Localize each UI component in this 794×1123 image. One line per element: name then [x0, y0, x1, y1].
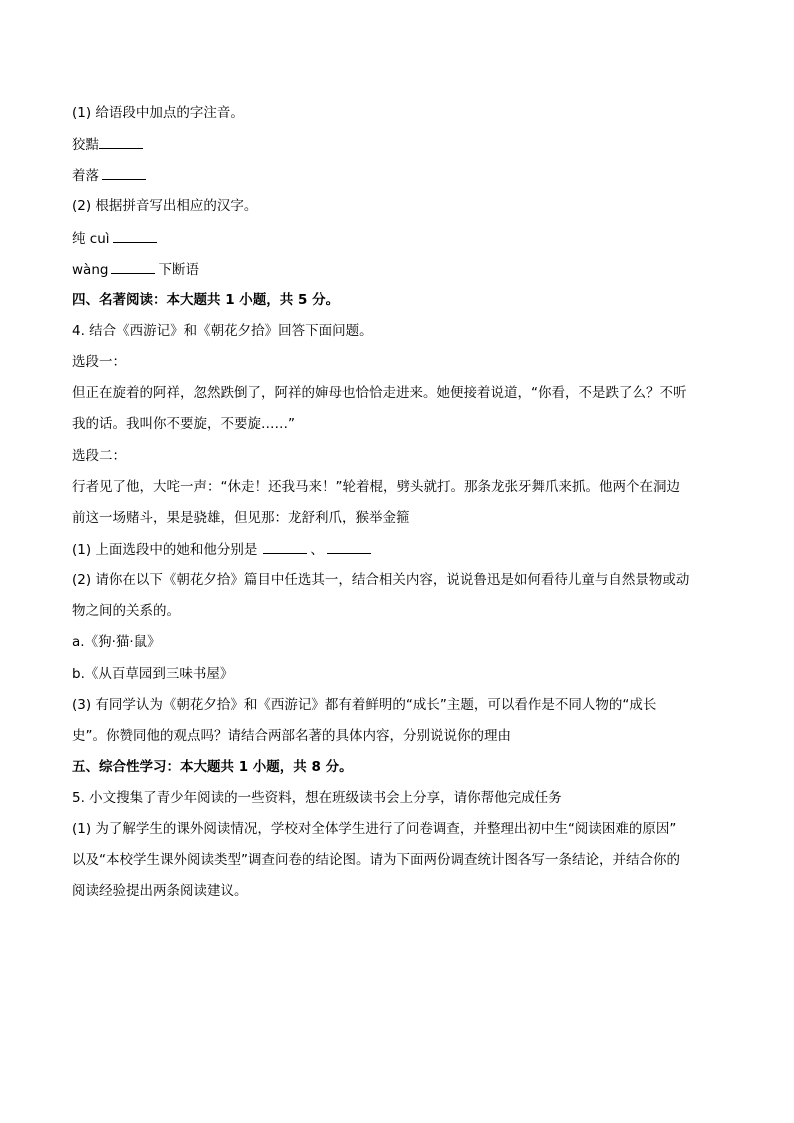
question-4-3-line-1: (3) 有同学认为《朝花夕拾》和《西游记》都有着鲜明的“成长”主题，可以看作是不同人物的“成长 [72, 697, 657, 713]
question-4-2-line-1: (2) 请你在以下《朝花夕拾》篇目中任选其一，结合相关内容，说说鲁迅是如何看待儿童与自然景物或动 [72, 572, 690, 588]
word-xia-duan-yu: 下断语 [158, 262, 199, 278]
question-5-1-line-2: 以及“本校学生课外阅读类型”调查问卷的结论图。请为下面两份调查统计图各写一条结论，并结合你的 [72, 852, 680, 868]
question-4-3-line-2: 史”。你赞同他的观点吗？请结合两部名著的具体内容，分别说说你的理由 [72, 728, 511, 744]
word-cui: 纯 cuì [72, 231, 110, 247]
excerpt-2-text-line-1: 行者见了他，大咤一声：“休走！还我马来！”轮着棍，劈头就打。那条龙张牙舞爪来抓。他两个在洞边 [72, 479, 680, 495]
excerpt-2-text-line-2: 前这一场赌斗，果是骁雄，但见那：龙舒利爪，猴举金箍 [72, 510, 410, 526]
answer-blank[interactable] [113, 228, 157, 243]
answer-line-cui [72, 228, 160, 249]
answer-blank[interactable] [111, 259, 155, 274]
question-5: 5. 小文搜集了青少年阅读的一些资料，想在班级读书会上分享，请你帮他完成任务 [72, 790, 562, 806]
question-4-1 [72, 539, 374, 560]
answer-blank[interactable] [99, 134, 143, 149]
question-4: 4. 结合《西游记》和《朝花夕拾》回答下面问题。 [72, 323, 373, 339]
excerpt-1-text-line-2: 我的话。我叫你不要旋，不要旋……” [72, 416, 295, 432]
question-3-2: (2) 根据拼音写出相应的汉字。 [72, 198, 258, 214]
excerpt-1-label: 选段一： [72, 354, 126, 370]
word-zhuoluo: 着落 [72, 168, 99, 184]
answer-line-zhuoluo [72, 165, 149, 186]
answer-blank[interactable] [102, 165, 146, 180]
question-4-2-line-2: 物之间的关系的。 [72, 603, 180, 619]
excerpt-1-text-line-1: 但正在旋着的阿祥，忽然跌倒了，阿祥的婶母也恰恰走进来。她便接着说道，“你看，不是跌了么？不听 [72, 385, 687, 401]
option-a: a.《狗·猫·鼠》 [72, 634, 161, 650]
option-b: b.《从百草园到三味书屋》 [72, 666, 234, 682]
question-5-1-line-1: (1) 为了解学生的课外阅读情况，学校对全体学生进行了问卷调查，并整理出初中生“阅读困难的原因” [72, 821, 677, 837]
word-wang: wàng [72, 262, 109, 278]
word-jiaoxia: 狡黠 [72, 137, 99, 153]
answer-line-jiaoxia [72, 134, 146, 155]
question-4-1-text: (1) 上面选段中的她和他分别是 [72, 542, 258, 558]
answer-line-wang [72, 259, 199, 280]
answer-blank-he[interactable] [327, 539, 371, 554]
separator: 、 [310, 542, 324, 558]
answer-blank-she[interactable] [263, 539, 307, 554]
section-5-heading: 五、综合性学习：本大题共 1 小题，共 8 分。 [72, 759, 353, 775]
excerpt-2-label: 选段二： [72, 448, 126, 464]
question-5-1-line-3: 阅读经验提出两条阅读建议。 [72, 883, 248, 899]
question-3-1: (1) 给语段中加点的字注音。 [72, 105, 244, 121]
section-4-heading: 四、名著阅读：本大题共 1 小题，共 5 分。 [72, 292, 340, 308]
